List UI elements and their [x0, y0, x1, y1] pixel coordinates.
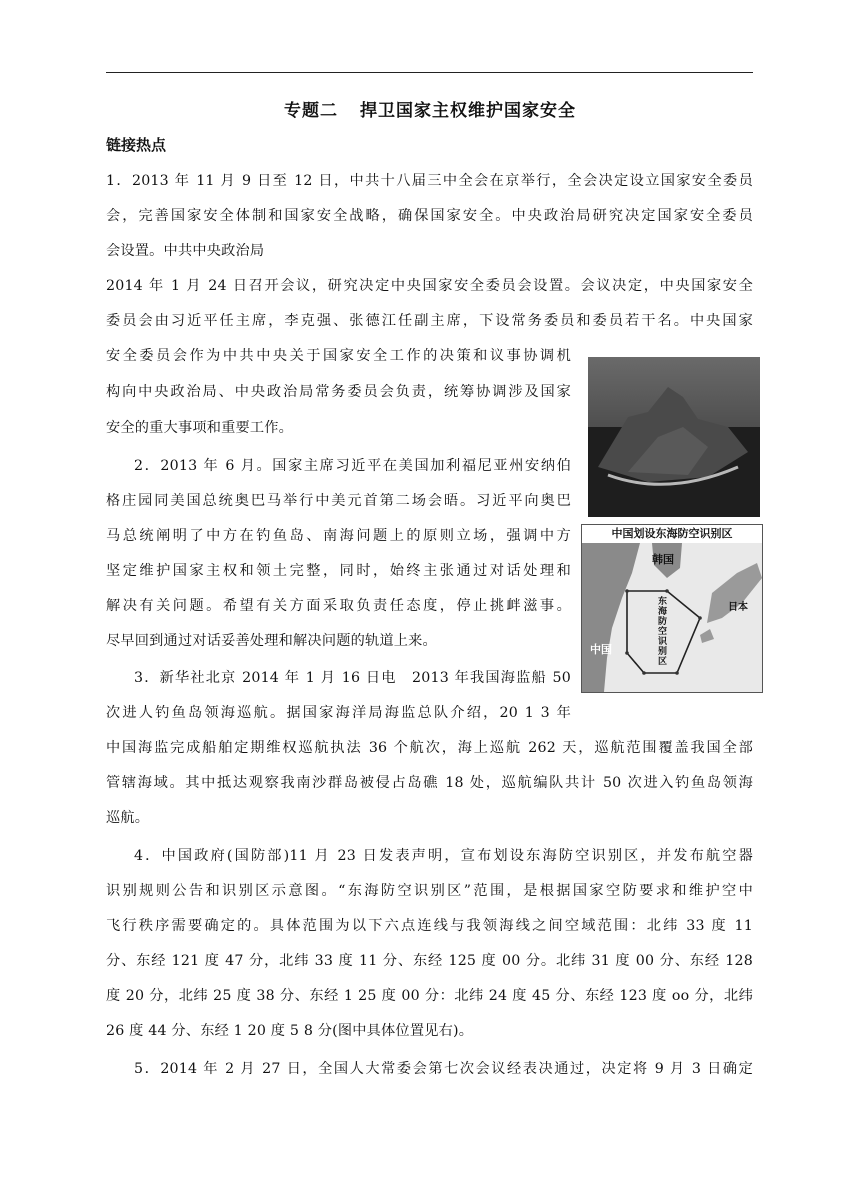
island-photo — [588, 357, 760, 517]
paragraph-line: 飞行秩序需要确定的。具体范围为以下六点连线与我领海线之间空域范围：北纬 33 度 11 — [106, 918, 753, 934]
paragraph-line: 5．2014 年 2 月 27 日，全国人大常委会第七次会议经表决通过，决定将 9 月 3 日确定 — [134, 1061, 753, 1077]
header-rule — [106, 72, 753, 73]
paragraph-line: 安全委员会作为中共中央关于国家安全工作的决策和议事协调机 — [106, 348, 571, 364]
map-zone-label: 东海防空识别区 — [658, 597, 668, 667]
island-photo-graphic — [588, 357, 760, 517]
map-label-korea: 韩国 — [652, 553, 674, 566]
paragraph-line: 委员会由习近平任主席，李克强、张德江任副主席，下设常务委员和委员若干名。中央国家 — [106, 313, 753, 329]
paragraph-line: 安全的重大事项和重要工作。 — [106, 420, 294, 436]
paragraph-line: 中国海监完成船舶定期维权巡航执法 36 个航次，海上巡航 262 天，巡航范围覆盖我国全部 — [106, 740, 753, 756]
adiz-map — [581, 524, 763, 693]
paragraph-line: 解决有关问题。希望有关方面采取负责任态度，停止挑衅滋事。 — [106, 598, 571, 614]
map-caption: 中国划设东海防空识别区 — [582, 525, 762, 544]
title-part-topic: 专题二 — [284, 101, 338, 121]
paragraph-line: 度 20 分，北纬 25 度 38 分、东经 1 25 度 00 分：北纬 24 度 45 分、东经 123 度 oo 分，北纬 — [106, 988, 753, 1004]
paragraph-line: 管辖海域。其中抵达观察我南沙群岛被侵占岛礁 18 处，巡航编队共计 50 次进入钓鱼岛领海 — [106, 775, 753, 791]
paragraph-line: 坚定维护国家主权和领土完整，同时，始终主张通过对话处理和 — [106, 563, 571, 579]
map-label-china: 中国 — [590, 643, 612, 656]
paragraph-line: 巡航。 — [106, 810, 150, 826]
page-title — [0, 96, 860, 121]
paragraph-line: 2014 年 1 月 24 日召开会议，研究决定中央国家安全委员会设置。会议决定，中央国家安全 — [106, 278, 753, 294]
paragraph-line: 会设置。中共中央政治局 — [106, 243, 265, 259]
paragraph-line: 26 度 44 分、东经 1 20 度 5 8 分(图中具体位置见右)。 — [106, 1023, 474, 1039]
paragraph-line: 尽早回到通过对话妥善处理和解决问题的轨道上来。 — [106, 633, 437, 649]
title-part-subject: 捍卫国家主权维护国家安全 — [360, 101, 576, 121]
paragraph-line: 构向中央政治局、中央政治局常务委员会负责，统筹协调涉及国家 — [106, 384, 571, 400]
paragraph-line: 次进人钓鱼岛领海巡航。据国家海洋局海监总队介绍，20 1 3 年 — [106, 705, 571, 721]
paragraph-line: 1．2013 年 11 月 9 日至 12 日，中共十八届三中全会在京举行，全会决定设立国家安全委员 — [106, 173, 753, 189]
paragraph-line: 3．新华社北京 2014 年 1 月 16 日电 2013 年我国海监船 50 — [134, 670, 571, 686]
paragraph-line: 格庄园同美国总统奥巴马举行中美元首第二场会晤。习近平向奥巴 — [106, 493, 571, 509]
map-label-japan: 日本 — [728, 602, 748, 613]
paragraph-line: 分、东经 121 度 47 分，北纬 33 度 11 分、东经 125 度 00 分。北纬 31 度 00 分、东经 128 — [106, 953, 753, 969]
section-heading: 链接热点 — [106, 136, 167, 154]
paragraph-line: 2．2013 年 6 月。国家主席习近平在美国加利福尼亚州安纳伯 — [134, 458, 571, 474]
paragraph-line: 马总统阐明了中方在钓鱼岛、南海问题上的原则立场，强调中方 — [106, 528, 571, 544]
paragraph-line: 4．中国政府(国防部)11 月 23 日发表声明，宣布划设东海防空识别区，并发布航空器 — [134, 848, 753, 864]
paragraph-line: 识别规则公告和识别区示意图。“东海防空识别区”范围，是根据国家空防要求和维护空中 — [106, 883, 753, 899]
paragraph-line: 会，完善国家安全体制和国家安全战略，确保国家安全。中央政治局研究决定国家安全委员 — [106, 208, 753, 224]
